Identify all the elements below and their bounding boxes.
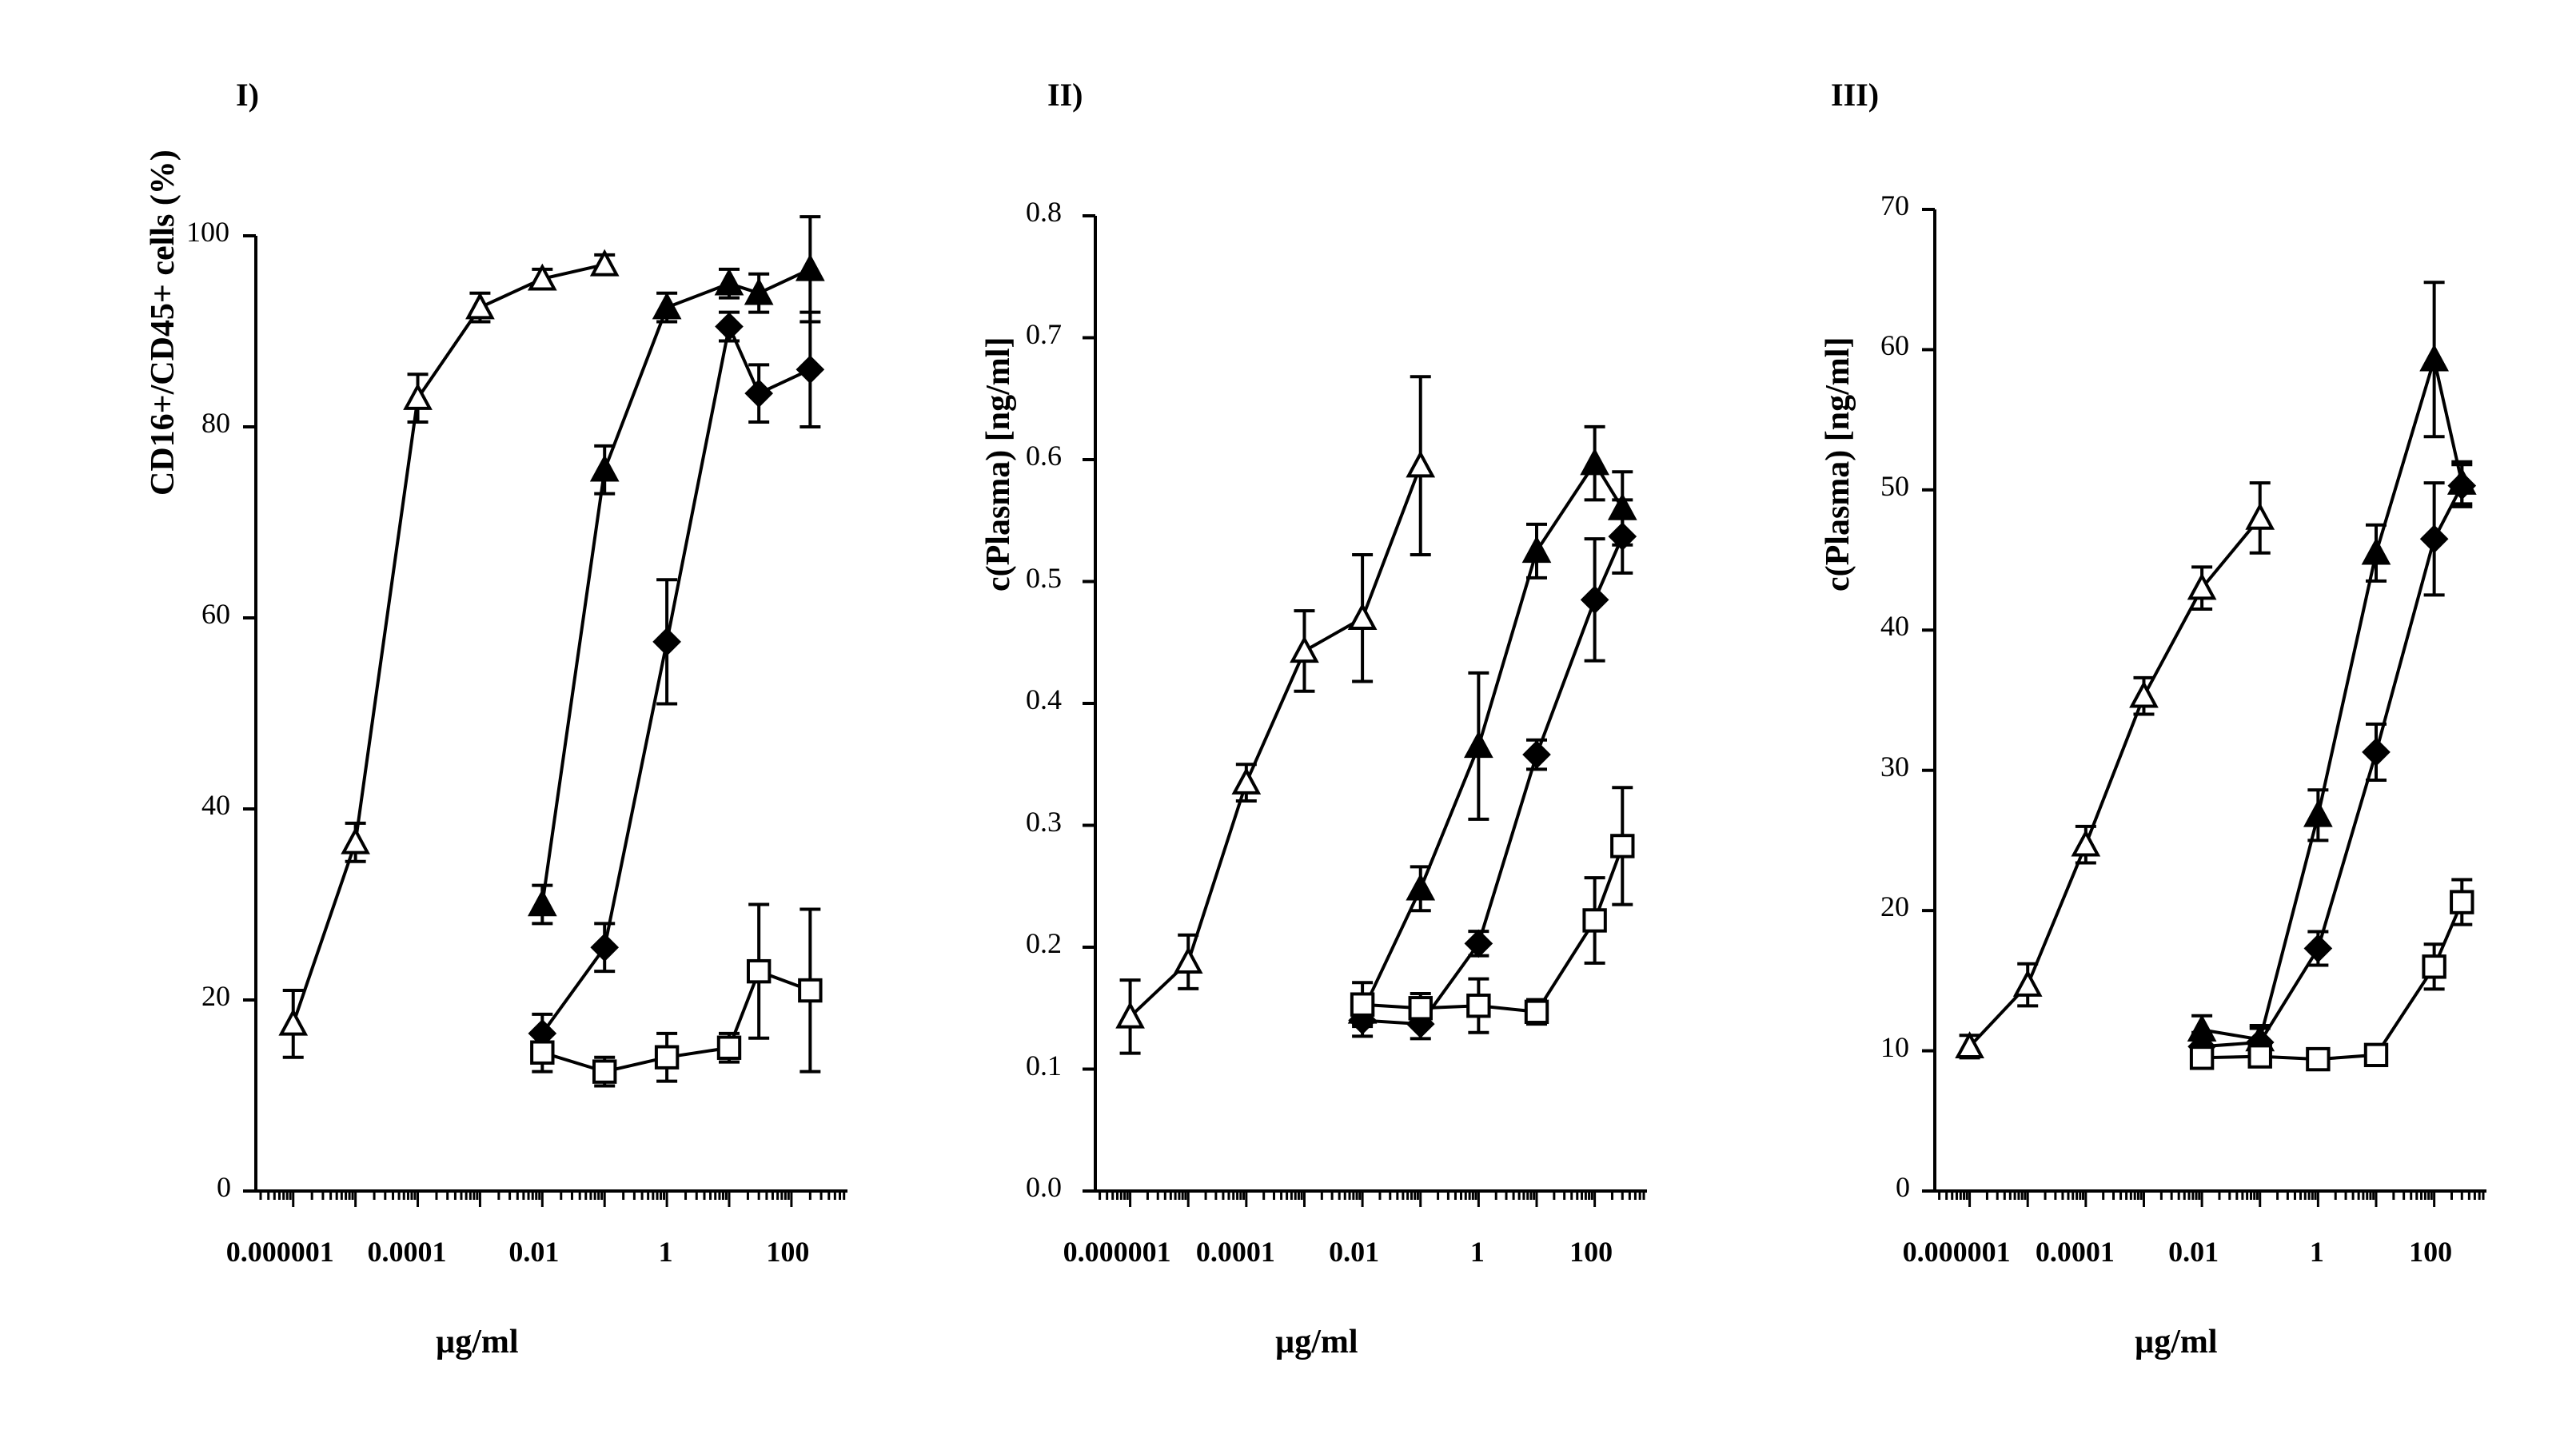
data-point-filled-triangle [2422,348,2446,370]
data-point-filled-triangle [1583,452,1607,474]
data-point-open-square [1468,995,1489,1016]
y-tick-label: 0.5 [1026,561,1062,594]
y-tick-label: 0.8 [1026,196,1062,228]
data-point-open-square [1612,835,1633,856]
data-point-open-triangle [2131,684,2155,707]
x-tick-label: 0.000001 [1063,1236,1171,1268]
x-tick-label: 100 [2409,1236,2453,1268]
x-tick-label: 100 [766,1236,810,1268]
data-point-filled-triangle [2364,541,2388,564]
data-point-open-square [2366,1045,2387,1066]
y-tick-label: 80 [201,407,230,439]
panel-II-label: II) [1047,77,1083,113]
data-point-open-square [656,1047,677,1068]
data-point-filled-diamond [2364,740,2388,764]
data-point-open-triangle [1234,771,1258,793]
y-tick-label: 0.6 [1026,440,1062,472]
y-tick-label: 0.7 [1026,317,1062,350]
panel-I-ylabel: CD16+/CD45+ cells (%) [145,149,181,496]
y-tick-label: 0.0 [1026,1171,1062,1203]
y-tick-label: 20 [201,980,230,1012]
data-point-open-triangle [2074,833,2098,855]
data-point-open-triangle [1176,950,1200,972]
y-tick-label: 40 [1880,610,1909,643]
data-point-filled-triangle [717,272,741,294]
data-point-open-square [1584,910,1605,930]
y-tick-label: 0.2 [1026,927,1062,959]
data-point-filled-diamond [1583,588,1607,611]
y-tick-label: 100 [186,216,229,248]
data-point-filled-triangle [1525,539,1549,561]
data-point-open-square [2250,1046,2271,1066]
series-line-open-triangle [293,265,605,1024]
x-tick-label: 1 [2309,1236,2324,1268]
series-line-open-triangle [1130,466,1421,1017]
panel-I-xlabel: µg/ml [436,1324,519,1360]
x-tick-label: 0.000001 [225,1236,334,1268]
data-point-filled-diamond [592,935,616,959]
panel-III-plot [1922,209,2486,1207]
data-point-open-square [532,1042,552,1063]
data-point-open-triangle [1292,639,1316,661]
panel-II-plot [1083,216,1647,1207]
data-point-filled-diamond [747,381,771,405]
data-point-open-triangle [344,831,368,853]
data-point-open-square [800,980,820,1001]
data-point-filled-diamond [1466,931,1490,955]
data-point-filled-diamond [2422,527,2446,551]
y-tick-label: 0.4 [1026,683,1062,715]
y-tick-label: 50 [1880,469,1909,502]
data-point-filled-diamond [1525,743,1549,767]
x-tick-label: 0.0001 [367,1236,447,1268]
data-point-filled-triangle [798,257,822,280]
panel-I-plot [243,217,847,1207]
y-tick-label: 0 [217,1171,231,1203]
data-point-open-triangle [406,386,430,408]
data-point-filled-triangle [655,296,679,318]
panel-III-ylabel: c(Plasma) [ng/ml] [1820,337,1856,592]
x-tick-label: 100 [1569,1236,1613,1268]
panel-II-xlabel: µg/ml [1275,1324,1358,1360]
data-point-open-triangle [1350,606,1374,628]
y-tick-label: 0.3 [1026,805,1062,838]
data-point-filled-diamond [2306,937,2330,961]
y-tick-label: 40 [201,789,230,821]
x-tick-label: 0.0001 [2035,1236,2115,1268]
data-point-filled-triangle [592,458,616,480]
y-tick-label: 20 [1880,890,1909,923]
x-tick-label: 1 [658,1236,673,1268]
data-point-filled-diamond [798,357,822,381]
series-line-filled-triangle [2202,360,2462,1040]
y-tick-label: 10 [1880,1030,1909,1063]
data-point-filled-triangle [1409,877,1433,899]
data-point-open-square [2423,956,2444,977]
y-tick-label: 0.1 [1026,1049,1062,1082]
data-point-open-square [1526,1002,1547,1022]
data-point-open-triangle [281,1012,305,1034]
series-line-filled-diamond [1362,536,1622,1024]
data-point-filled-triangle [530,893,554,915]
y-tick-label: 0 [1896,1171,1910,1203]
data-point-open-triangle [2016,973,2040,995]
x-tick-label: 1 [1469,1236,1485,1268]
data-point-open-triangle [2248,506,2272,528]
data-point-open-square [748,961,769,982]
panel-II-ylabel: c(Plasma) [ng/ml] [980,337,1017,592]
data-point-open-square [2451,891,2472,912]
data-point-filled-diamond [655,630,679,654]
data-point-open-square [1352,994,1373,1014]
data-point-filled-diamond [717,315,741,339]
data-point-open-square [2307,1049,2328,1070]
data-point-open-square [719,1038,740,1058]
data-point-open-triangle [468,296,492,318]
data-point-open-square [1410,998,1431,1018]
y-tick-label: 30 [1880,750,1909,783]
data-point-filled-triangle [2306,803,2330,826]
x-tick-label: 0.01 [1329,1236,1380,1268]
series-line-open-triangle [1970,518,2260,1046]
y-tick-label: 60 [1880,329,1909,362]
y-tick-label: 70 [1880,189,1909,221]
x-tick-label: 0.000001 [1902,1236,2011,1268]
x-tick-label: 0.01 [2168,1236,2219,1268]
panel-III-xlabel: µg/ml [2135,1324,2218,1360]
data-point-filled-triangle [747,281,771,304]
x-tick-label: 0.0001 [1195,1236,1275,1268]
panel-III-label: III) [1831,77,1880,113]
data-point-open-square [2191,1047,2212,1068]
series-line-filled-diamond [542,327,810,1034]
x-tick-label: 0.01 [508,1236,560,1268]
y-tick-label: 60 [201,598,230,630]
data-point-open-triangle [1409,454,1433,476]
data-point-filled-triangle [1466,734,1490,756]
panel-I-label: I) [236,77,259,113]
data-point-open-square [594,1061,615,1082]
